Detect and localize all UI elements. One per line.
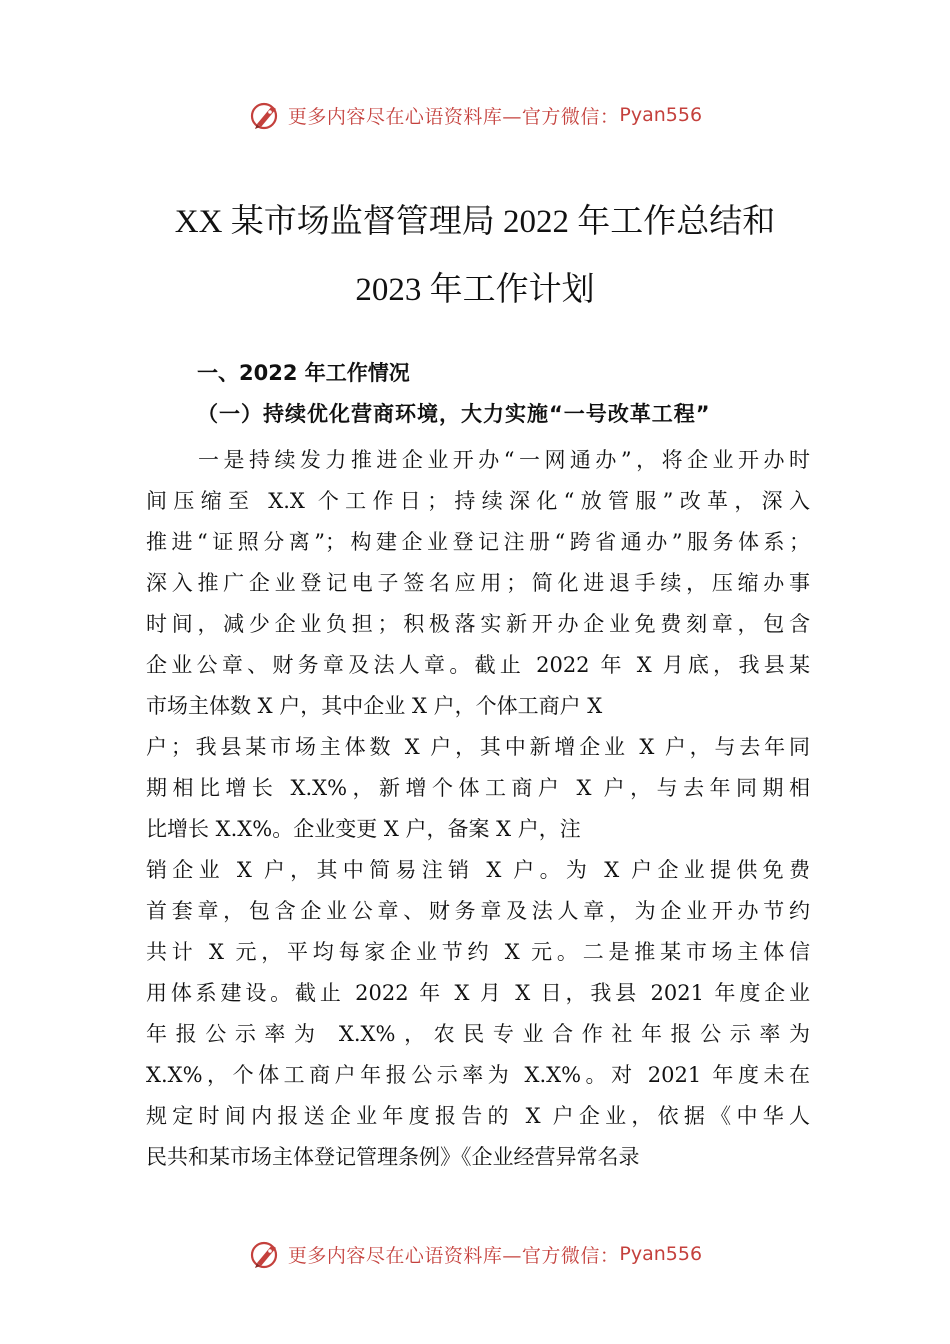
paragraph-line: 一是持续发力推进企业开办“一网通办”，将企业开办时 xyxy=(198,448,810,472)
paragraph-line: 共计 X 元，平均每家企业节约 X 元。二是推某市场主体信 xyxy=(146,940,810,964)
banner-text: 更多内容尽在心语资料库—官方微信： xyxy=(287,105,620,128)
paragraph-line: 时间，减少企业负担；积极落实新开办企业免费刻章，包含 xyxy=(146,612,810,636)
banner-wechat-id: Pyan556 xyxy=(619,104,703,126)
paragraph-line: 首套章，包含企业公章、财务章及法人章，为企业开办节约 xyxy=(146,899,810,923)
paragraph-line: 期相比增长 X.X%，新增个体工商户 X 户，与去年同期相 xyxy=(146,776,810,800)
section-heading: 一、2022 年工作情况 xyxy=(197,361,410,385)
document-title-line-1: XX 某市场监督管理局 2022 年工作总结和 xyxy=(174,204,776,240)
paragraph-line: 深入推广企业登记电子签名应用；简化进退手续，压缩办事 xyxy=(146,571,810,595)
paragraph-line: 户；我县某市场主体数 X 户，其中新增企业 X 户，与去年同 xyxy=(146,735,810,759)
paragraph-line: 间压缩至 X.X 个工作日；持续深化“放管服”改革，深入 xyxy=(146,489,810,513)
paragraph-line: 市场主体数 X 户，其中企业 X 户，个体工商户 X xyxy=(146,694,603,718)
paragraph-line: 用体系建设。截止 2022 年 X 月 X 日，我县 2021 年度企业 xyxy=(146,981,810,1005)
paragraph-line: 推进“证照分离”；构建企业登记注册“跨省通办”服务体系； xyxy=(146,530,810,554)
paragraph-line: 年报公示率为 X.X%，农民专业合作社年报公示率为 xyxy=(146,1022,810,1046)
document-title-line-2: 2023 年工作计划 xyxy=(355,272,595,308)
footer-watermark-banner xyxy=(0,1236,950,1272)
paragraph-line: 规定时间内报送企业年度报告的 X 户企业，依据《中华人 xyxy=(146,1104,810,1128)
paragraph-line: 民共和某市场主体登记管理条例》《企业经营异常名录 xyxy=(146,1145,640,1169)
paragraph-line: X.X%，个体工商户年报公示率为 X.X%。对 2021 年度未在 xyxy=(146,1063,810,1087)
subsection-heading: （一）持续优化营商环境，大力实施“一号改革工程” xyxy=(197,402,711,426)
paragraph-line: 销企业 X 户，其中简易注销 X 户。为 X 户企业提供免费 xyxy=(146,858,810,882)
body-paragraph xyxy=(146,440,810,1178)
pen-logo-icon xyxy=(248,1237,282,1271)
banner-wechat-id: Pyan556 xyxy=(619,1243,703,1265)
banner-text: 更多内容尽在心语资料库—官方微信： xyxy=(287,1244,620,1267)
pen-logo-icon xyxy=(248,98,282,132)
header-watermark-banner xyxy=(0,97,950,133)
paragraph-line: 比增长 X.X%。企业变更 X 户，备案 X 户，注 xyxy=(146,817,581,841)
paragraph-line: 企业公章、财务章及法人章。截止 2022 年 X 月底，我县某 xyxy=(146,653,810,677)
